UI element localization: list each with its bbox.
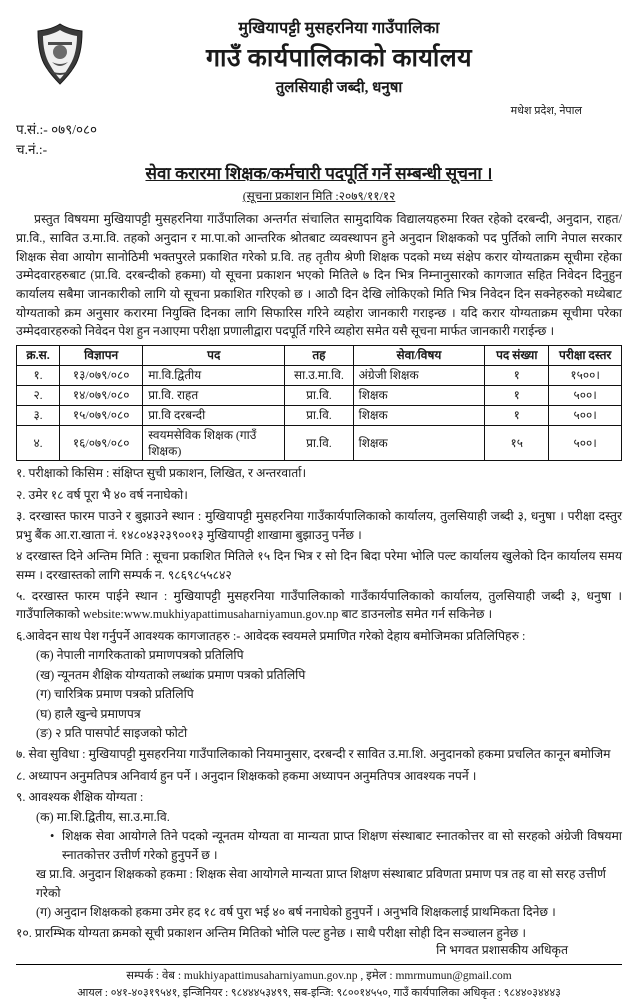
chalani-number: च.नं.:-: [16, 141, 48, 157]
cell-level: प्रा.वि.: [285, 425, 353, 460]
page-title: सेवा करारमा शिक्षक/कर्मचारी पदपूर्ति गर्ने सम्बन्धी सूचना ।: [145, 164, 493, 184]
cell-service: शिक्षक: [353, 425, 485, 460]
cell-post: स्वयमसेविक शिक्षक (गाउँ शिक्षक): [143, 425, 285, 460]
cell-post: मा.वि.द्वितीय: [143, 365, 285, 385]
th-service: सेवा/विषय: [353, 345, 485, 365]
th-post: पद: [143, 345, 285, 365]
cell-advertisement: १३/०७९/०८०: [60, 365, 143, 385]
footer-email-label: , इमेल :: [360, 969, 393, 982]
qualification-b-label: ख प्रा.वि. अनुदान शिक्षकको हकमा : शिक्षक सेवा आयोगले मान्यता प्राप्त शिक्षण संस्थाबाट प्रविणता प्रमाण पत्र तह वा सो सरह उत्तीर्ण गरेको: [36, 867, 606, 900]
note-item: ७. सेवा सुविधा : मुखियापट्टी मुसहरनिया गाउँपालिकाको नियमानुसार, दरबन्दी र सावित उ.मा.शि. अनुदानको हकमा प्रचलित कानून बमोजिम: [16, 747, 611, 762]
th-level: तह: [285, 345, 353, 365]
footer-contact-line: [16, 968, 622, 985]
org-name-line1: मुखियापट्टी मुसहरनिया गाउँपालिका: [238, 20, 440, 37]
publication-date: (सूचना प्रकाशन मिति :२०७९/११/१२: [242, 189, 396, 204]
note-item: २. उमेर १८ वर्ष पूरा भै ४० वर्ष ननाघेको।: [16, 487, 188, 502]
document-list-item: (घ) हालै खुन्चे प्रमाणपत्र: [36, 706, 141, 721]
cell-post: प्रा.वि दरबन्दी: [143, 405, 285, 425]
qualification-a-label: (क) मा.शि.द्वितीय, सा.उ.मा.वि.: [36, 809, 170, 824]
cell-advertisement: १४/०७९/०८०: [60, 385, 143, 405]
cell-service: शिक्षक: [353, 405, 485, 425]
table-header-row: [17, 345, 622, 365]
cell-post-count: १५: [485, 425, 549, 460]
note-item: ५. दरखास्त फारम पाईने स्थान : मुखियापट्टी मुसहरनिया गाउँपालिकाको गाउँकार्यपालिकाको कार्यालय, तुलसियाही जब्दी ३, धनुषा । गाउँपालिकाको website:www.mukhiyapattimusaharniyamun.gov.np बाट डाउनलोड समेत गर्न सकिनेछ ।: [16, 588, 622, 622]
note-item: ४ दरखास्त दिने अन्तिम मिति : सूचना प्रकाशित मितिले १५ दिन भित्र र सो दिन बिदा परेमा भोलि पल्ट कार्यालय खुलेको दिन कार्यालय समय सम्म । दरखास्तको लागि सम्पर्क न. ९८६९८५५८४२: [16, 549, 622, 582]
cell-post-count: १: [485, 405, 549, 425]
table-row: [17, 385, 622, 405]
cell-advertisement: १५/०७९/०८०: [60, 405, 143, 425]
footer-website-link[interactable]: mukhiyapattimusaharniyamun.gov.np: [183, 969, 358, 982]
cell-service: शिक्षक: [353, 385, 485, 405]
nepal-government-emblem-icon: [24, 22, 96, 88]
cell-level: प्रा.वि.: [285, 385, 353, 405]
cell-exam-fee: ५००।: [549, 405, 622, 425]
th-post-count: पद संख्या: [485, 345, 549, 365]
footer-web-label: सम्पर्क : वेब :: [126, 969, 182, 982]
table-row: [17, 365, 622, 385]
cell-post-count: १: [485, 365, 549, 385]
cell-sn: ४.: [17, 425, 60, 460]
note-item: १०. प्रारम्भिक योग्यता क्रमको सूची प्रकाशन अन्तिम मितिको भोलि पल्ट हुनेछ । साथै परीक्षा सोही दिन सञ्चालन हुनेछ ।: [16, 926, 527, 941]
cell-level: प्रा.वि.: [285, 405, 353, 425]
document-list-item: (ख) न्यूनतम शैक्षिक योग्यताको लब्धांक प्रमाण पत्रको प्रतिलिपि: [36, 667, 306, 682]
vacancy-table: [16, 345, 622, 461]
signature-block: नि भगवत प्रशासकीय अधिकृत: [436, 942, 568, 957]
cell-post: प्रा.वि. राहत: [143, 385, 285, 405]
th-advertisement: विज्ञापन: [60, 345, 143, 365]
cell-sn: २.: [17, 385, 60, 405]
qualification-c-label: (ग) अनुदान शिक्षकको हकमा उमेर हद १८ वर्ष पुरा भई ४० बर्ष ननाघेको हुनुपर्ने । अनुभवि शिक्षकलाई प्राथमिकता दिनेछ ।: [36, 904, 556, 919]
footer-email-link[interactable]: mmrmumun@gmail.com: [395, 969, 512, 982]
document-list-item: (ग) चारित्रिक प्रमाण पत्रको प्रतिलिपि: [36, 687, 194, 702]
note-item: ९. आवश्यक शैक्षिक योग्यता :: [16, 790, 144, 805]
header-text-block: [96, 16, 622, 118]
note-item: ३. दरखास्त फारम पाउने र बुझाउने स्थान : मुखियापट्टी मुसहरनिया गाउँकार्यपालिकाको कार्यालय, तुलसियाही जब्दी ३, धनुषा । परीक्षा दस्तुर प्रभु बैंक आ.रा.खाता नं. १४८०४३२३९००१३ मुखियापट्टी शाखामा बुझाउनु पर्नेछ ।: [16, 509, 622, 542]
intro-text: प्रस्तुत विषयमा मुखियापट्टी मुसहरनिया गाउँपालिका अन्तर्गत संचालित सामुदायिक विद्यालयहरुमा रिक्त रहेको दरबन्दी, अनुदान, राहत/प्रा.वि., सावित उ.मा.वि. तहको अनुदान र मा.पा.को आन्तरिक श्रोतबाट व्यवस्थापन हुने अनुदान शिक्षकको पद पुर्तिको लागि नेपाल सरकार शिक्षक सेवा आयोग सानोठिमी भक्तपुरले प्रकाशित गरेको प्र.वि. तह तृतीय श्रेणी शिक्षक पदको मध्य संक्षेप करार योग्यताक्रम सूचीमा रहेका उम्मेदवारहरुबाट (प्रा.वि. दरबन्दीको हकमा) यो सूचना प्रकाशन भएको मितिले ७ दिन भित्र निम्नानुसारको कागजात सहित निवेदन दिनुहुन कार्यालय सबैमा जानकारीको लागि यो सूचना प्रकाशित गरिएको छ । आठौ दिन देखि लोकिएको मिति भित्र निवेदन दिन सक्नेहरुको मध्येबाट योग्यताको क्रम अनुसार करारमा नियुक्ति दिनका लागि सिफारिस गरिने व्यहोरा जानकारी गराइन्छ । यदि करार योग्यताक्रम सूचीमा परेका उम्मेदवारहरुको निवेदन पेश हुन नआएमा परीक्षा प्रणालीद्वारा पदपूर्ति गरिने व्यहोरा समेत यसै सूचना मार्फत जानकारी गराईन्छ ।: [16, 212, 622, 339]
cell-exam-fee: १५००।: [549, 365, 622, 385]
qualification-a-bullet: • शिक्षक सेवा आयोगले तिने पदको न्यूनतम योग्यता वा मान्यता प्राप्त शिक्षण संस्थाबाट स्नातकोत्तर वा सो सरहको अंग्रेजी विषयमा स्नातकोत्तर उत्तीर्ण गरेको हुनुपर्ने छ ।: [50, 827, 622, 864]
intro-paragraph: [16, 210, 622, 341]
org-name-line2: गाउँ कार्यपालिकाको कार्यालय: [205, 45, 473, 72]
footer-phone-line: आयल : ०४१-४०३१९५४१, इन्जिनियर : ९८४४४५३४९९, सब-इन्जि: ९८००१४५५०, गाउँ कार्यपालिका अधिकृत : ९८४४०३४४४३: [77, 987, 561, 1000]
cell-post-count: १: [485, 385, 549, 405]
document-footer: [16, 964, 622, 1002]
document-list-item: (क) नेपाली नागरिकताको प्रमाणपत्रको प्रतिलिपि: [36, 648, 244, 663]
cell-exam-fee: ५००।: [549, 385, 622, 405]
org-address: तुलसियाही जब्दी, धनुषा: [275, 80, 403, 96]
th-sn: क्र.स.: [17, 345, 60, 365]
cell-service: अंग्रेजी शिक्षक: [353, 365, 485, 385]
cell-level: सा.उ.मा.वि.: [285, 365, 353, 385]
patra-sankhya: प.सं.:- ०७९/०८०: [16, 122, 98, 137]
cell-exam-fee: ५००।: [549, 425, 622, 460]
table-row: [17, 405, 622, 425]
document-header: [16, 10, 622, 118]
note-item: १. परीक्षाको किसिम : संक्षिप्त सुची प्रकाशन, लिखित, र अन्तरवार्ता।: [16, 466, 307, 481]
reference-numbers: [16, 120, 622, 159]
table-row: [17, 425, 622, 460]
cell-sn: ३.: [17, 405, 60, 425]
note-item: ८. अध्यापन अनुमतिपत्र अनिवार्य हुन पर्ने । अनुदान शिक्षकको हकमा अध्यापन अनुमतिपत्र आवश्यक नपर्ने ।: [16, 768, 477, 783]
document-list-item: (ङ) २ प्रति पासपोर्ट साइजको फोटो: [36, 726, 188, 740]
th-exam-fee: परीक्षा दस्तर: [549, 345, 622, 365]
cell-advertisement: १६/०७९/०८०: [60, 425, 143, 460]
cell-sn: १.: [17, 365, 60, 385]
note-item: ६.आवेदन साथ पेश गर्नुपर्ने आवश्यक कागजातहरु :- आवेदक स्वयमले प्रमाणित गरेको देहाय बमोजिमका प्रतिलिपिहरु :: [16, 628, 526, 643]
province-label: मधेश प्रदेश, नेपाल: [510, 105, 582, 117]
